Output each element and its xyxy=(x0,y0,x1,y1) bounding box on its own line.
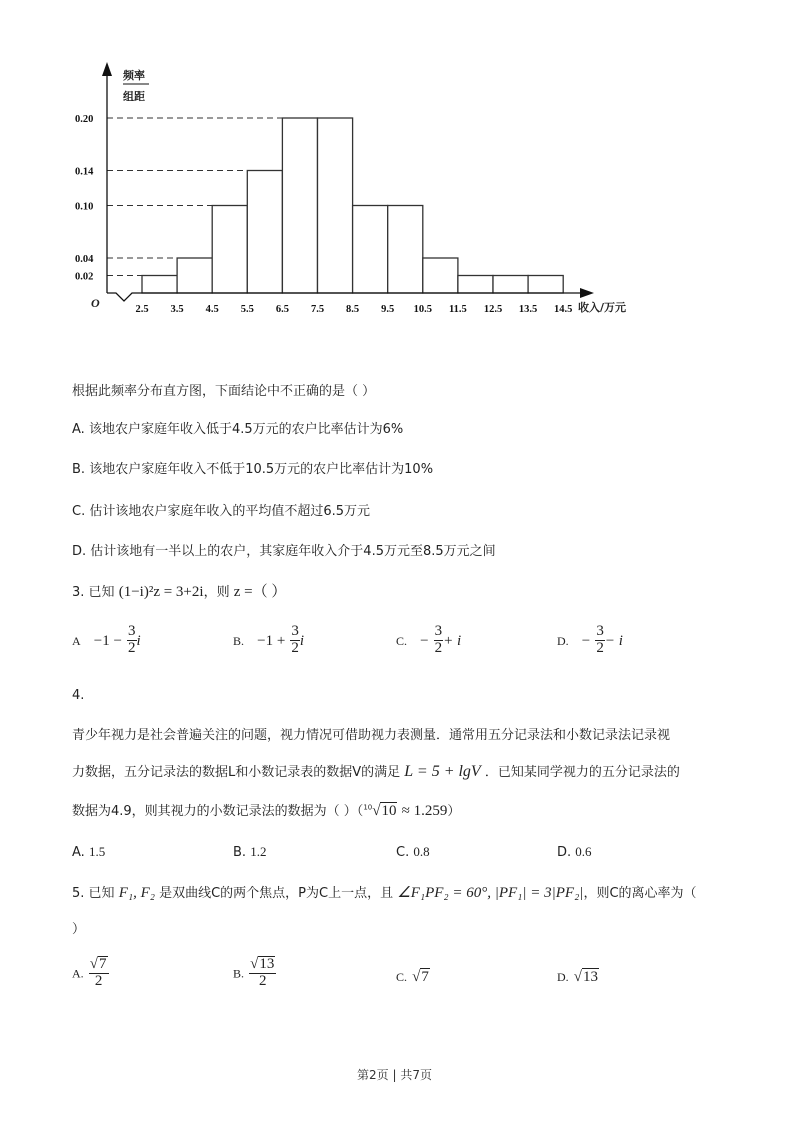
radicand: 10 xyxy=(381,803,397,819)
text-segment: ） xyxy=(447,804,461,819)
separator: | xyxy=(392,1068,397,1082)
histogram-bar xyxy=(353,206,388,294)
question4-option-d xyxy=(557,844,592,860)
option-suffix: + i xyxy=(443,632,462,649)
question-suffix: ，则 xyxy=(203,585,230,600)
x-tick-label: 3.5 xyxy=(170,304,184,315)
fraction xyxy=(595,624,605,657)
option-label: B. xyxy=(233,633,245,648)
text-segment: 是双曲线C的两个焦点，P为C上一点，且 xyxy=(159,886,394,901)
formula: L = 5 + lgV xyxy=(404,763,481,780)
histogram-bar xyxy=(212,206,247,294)
denominator: 2 xyxy=(128,639,136,656)
question4-line2 xyxy=(72,761,680,781)
numerator: 3 xyxy=(128,623,136,639)
numerator: 3 xyxy=(291,623,299,639)
option-label: C. xyxy=(396,633,408,648)
x-tick-label: 9.5 xyxy=(381,304,395,315)
question4-option-a xyxy=(72,844,105,860)
fraction xyxy=(434,624,444,657)
question2-option-d xyxy=(72,540,496,559)
question4-option-c xyxy=(396,844,430,860)
x-axis-label: 收入/万元 xyxy=(578,301,627,314)
root-index: 10 xyxy=(363,803,373,812)
y-tick-label: 0.04 xyxy=(75,254,94,265)
option-text: 0.8 xyxy=(413,844,430,859)
option-label: A. xyxy=(72,845,85,860)
histogram-bar xyxy=(388,206,423,294)
question3-option-b xyxy=(233,624,304,657)
question5-option-c: C. √7 xyxy=(396,969,429,985)
option-label: B. xyxy=(233,966,245,981)
histogram-bar xyxy=(458,276,493,294)
x-tick-label: 4.5 xyxy=(205,304,219,315)
option-suffix: i xyxy=(136,632,141,649)
option-text: 估计该地农户家庭年收入的平均值不超过6.5万元 xyxy=(89,504,371,519)
option-text: 0.6 xyxy=(575,844,592,859)
histogram-bar xyxy=(142,276,177,294)
x-axis-arrow-icon xyxy=(580,288,594,298)
histogram-bar xyxy=(318,118,353,293)
question5-line2: ） xyxy=(72,922,86,937)
histogram-bar xyxy=(247,171,282,294)
x-tick-label: 10.5 xyxy=(413,304,432,315)
question5-option-d: D. √13 xyxy=(557,969,598,985)
frequency-histogram xyxy=(0,0,793,330)
origin-label: O xyxy=(91,296,100,310)
option-prefix: − xyxy=(581,632,591,649)
foci-formula: F₁, F₂ xyxy=(118,885,155,901)
question5-option-b xyxy=(233,956,276,990)
question2-option-a xyxy=(72,418,403,437)
option-label: A xyxy=(72,633,81,648)
option-label: D. xyxy=(557,845,572,860)
x-tick-label: 7.5 xyxy=(310,304,325,315)
question4-option-b xyxy=(233,844,266,860)
fraction xyxy=(290,624,300,657)
page-footer xyxy=(357,1066,432,1083)
option-text: 1.2 xyxy=(250,844,267,859)
text-segment: 数据为4.9，则其视力的小数记录法的数据为（ ）（ xyxy=(72,804,364,819)
option-label: C. xyxy=(396,845,410,860)
option-label: B. xyxy=(72,462,86,477)
x-tick-label: 12.5 xyxy=(483,304,503,315)
option-suffix: i xyxy=(299,632,305,649)
question4-line1: 青少年视力是社会普遍关注的问题，视力情况可借助视力表测量．通常用五分记录法和小数记录法记录视 xyxy=(72,728,671,743)
condition-formula: ∠F₁PF₂ = 60°, |PF₁| = 3|PF₂| xyxy=(397,885,584,901)
current-page: 第2页 xyxy=(357,1068,389,1082)
question3-option-c xyxy=(396,624,461,657)
y-tick-label: 0.02 xyxy=(75,271,94,283)
option-prefix: −1 − xyxy=(93,632,122,649)
x-tick-label: 6.5 xyxy=(275,304,289,315)
y-axis-label-bottom: 组距 xyxy=(123,90,145,103)
text-segment: 已知 xyxy=(88,886,115,901)
option-label: D. xyxy=(557,970,569,984)
option-label: D. xyxy=(72,544,87,559)
numerator: 3 xyxy=(596,623,604,639)
y-tick-label: 0.14 xyxy=(75,166,94,178)
option-label: C. xyxy=(396,970,408,984)
radicand: 13 xyxy=(259,956,275,972)
option-label: A. xyxy=(72,966,84,981)
fraction: $\frac{√7}{2}$ xyxy=(89,956,107,989)
x-tick-label: 13.5 xyxy=(518,304,538,315)
question5-stem xyxy=(72,882,697,902)
x-tick-label: 11.5 xyxy=(449,304,467,315)
radicand: 7 xyxy=(421,969,429,985)
option-prefix: − xyxy=(420,632,429,649)
question3-equation: (1−i)²z = 3+2i xyxy=(118,584,204,600)
question2-option-c xyxy=(72,500,370,519)
histogram-bar xyxy=(493,276,528,294)
histogram-bar xyxy=(528,276,563,294)
histogram-bar xyxy=(423,258,458,293)
option-prefix: −1 + xyxy=(257,632,286,649)
total-pages: 共7页 xyxy=(400,1068,432,1082)
histogram-bar xyxy=(177,258,212,293)
question-number: 3. xyxy=(72,585,85,600)
question-number: 5. xyxy=(72,886,85,901)
denominator: 2 xyxy=(258,972,267,989)
option-label: A. xyxy=(72,422,85,437)
y-axis-label-top: 频率 xyxy=(123,69,145,82)
radicand: 13 xyxy=(583,969,598,985)
text-segment: 力数据，五分记录法的数据L和小数记录表的数据V的满足 xyxy=(72,765,401,780)
text-segment: ．已知某同学视力的五分记录法的 xyxy=(484,765,680,780)
numerator: 3 xyxy=(434,623,443,639)
question3-stem xyxy=(72,580,286,601)
question3-ask: z =（ ） xyxy=(233,584,287,600)
x-tick-label: 14.5 xyxy=(554,304,573,315)
radicand: 7 xyxy=(99,956,107,972)
text-segment: ，则C的离心率为（ xyxy=(583,886,697,901)
denominator: 2 xyxy=(291,639,299,656)
denominator: 2 xyxy=(94,972,103,989)
approx-value: ≈ 1.259 xyxy=(401,803,448,819)
question2-stem: 根据此频率分布直方图，下面结论中不正确的是（ ） xyxy=(72,384,376,399)
y-tick-label: 0.10 xyxy=(75,201,94,213)
option-label: C. xyxy=(72,504,86,519)
fraction xyxy=(127,624,137,657)
chart-bars xyxy=(142,118,563,293)
question4-line3: 数据为4.9，则其视力的小数记录法的数据为（ ）（$^{10}$√10 ≈ 1.259） xyxy=(72,803,461,819)
denominator: 2 xyxy=(434,639,443,656)
histogram-bar xyxy=(282,118,317,293)
question3-option-d xyxy=(557,624,623,657)
x-tick-label: 5.5 xyxy=(240,304,254,315)
option-label: B. xyxy=(233,845,247,860)
option-text: 1.5 xyxy=(88,844,106,859)
y-tick-label: 0.20 xyxy=(75,114,94,125)
option-suffix: − i xyxy=(604,632,623,649)
option-label: D. xyxy=(557,633,569,648)
question-prefix: 已知 xyxy=(88,585,115,600)
option-text: 估计该地有一半以上的农户，其家庭年收入介于4.5万元至8.5万元之间 xyxy=(90,544,496,559)
question3-option-a xyxy=(72,624,141,657)
x-tick-label: 8.5 xyxy=(346,304,360,315)
x-tick-label: 2.5 xyxy=(135,304,149,315)
option-text: 该地农户家庭年收入低于4.5万元的农户比率估计为6% xyxy=(88,422,404,437)
fraction: $\frac{√13}{2}$ xyxy=(250,956,275,989)
denominator: 2 xyxy=(596,639,604,656)
question4-number: 4. xyxy=(72,688,85,703)
option-text: 该地农户家庭年收入不低于10.5万元的农户比率估计为10% xyxy=(89,462,434,477)
question2-option-b xyxy=(72,458,433,477)
y-axis-arrow-icon xyxy=(102,62,112,76)
question5-option-a xyxy=(72,956,109,990)
